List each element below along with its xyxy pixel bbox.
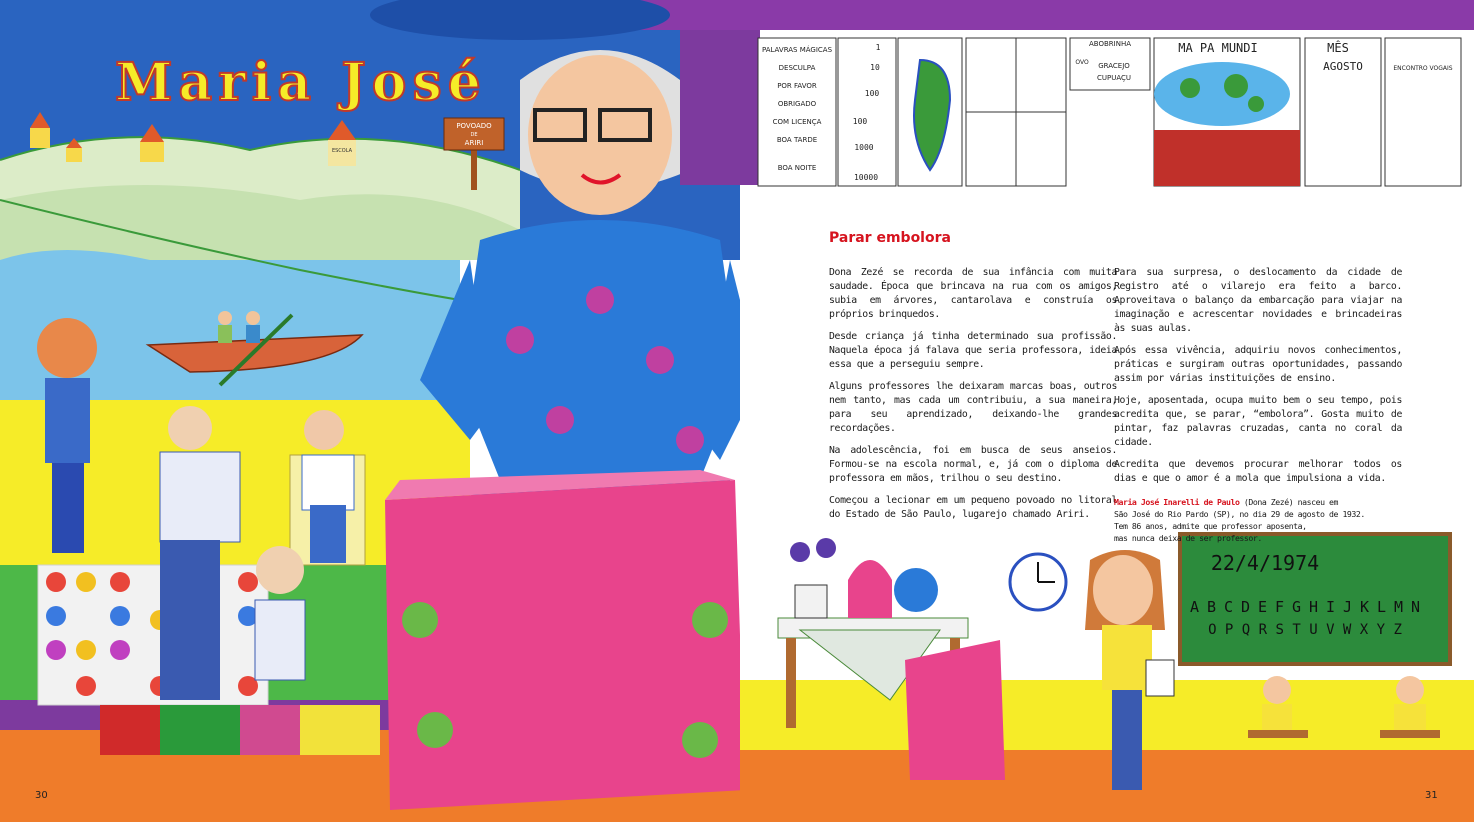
svg-text:CUPUAÇU: CUPUAÇU: [1096, 74, 1132, 82]
wall-clock-bottom: [1010, 554, 1066, 610]
bio-line3: Tem 86 anos, admite que professor aposenta,: [1114, 521, 1307, 531]
bio-line4: mas nunca deixa de ser professor.: [1114, 533, 1262, 543]
blackboard: [1180, 534, 1450, 664]
patterned-blocks: [100, 705, 380, 755]
bio-line2: São José do Rio Pardo (SP), no dia 29 de agosto de 1932.: [1114, 509, 1365, 519]
svg-text:MA PA MUNDI: MA PA MUNDI: [1178, 41, 1258, 55]
bio-nickname: (Dona Zezé): [1243, 497, 1294, 507]
svg-text:GRACEJO: GRACEJO: [1098, 62, 1130, 70]
svg-text:1: 1: [875, 43, 881, 52]
paragraph: Hoje, aposentada, ocupa muito bem o seu tempo, pois acredita que, se parar, “embolora”. Gosta muito de pintar, faz palavras cruzadas, canta no coral da cidade.: [1114, 395, 1402, 448]
poster-map-leaf: [898, 38, 962, 186]
small-grandmother: [255, 546, 305, 680]
poster-numbers: [838, 38, 896, 186]
title-art: Maria José: [115, 52, 487, 113]
article-column-2: [1114, 266, 1402, 544]
page-number-left: 30: [35, 790, 48, 801]
small-pink-cube: [905, 640, 1005, 780]
poster-world-map: [1154, 38, 1300, 186]
top-purple-band: [560, 0, 1474, 30]
paragraph: Após essa vivência, adquiriu novos conhecimentos, práticas e surgiram outras oportunidades, passando assim por várias instituições de ensino.: [1114, 345, 1402, 384]
svg-text:OVO: OVO: [1075, 59, 1089, 66]
svg-text:DE: DE: [470, 132, 478, 138]
svg-text:DESCULPA: DESCULPA: [778, 64, 816, 72]
svg-text:ESCOLA: ESCOLA: [331, 148, 353, 154]
svg-text:BOA TARDE: BOA TARDE: [776, 136, 818, 144]
svg-text:AGOSTO: AGOSTO: [1323, 60, 1363, 73]
svg-text:POR FAVOR: POR FAVOR: [777, 82, 817, 90]
poster-fruits: [1070, 38, 1150, 90]
svg-text:O P Q R S T U V W X Y Z: O P Q R S T U V W X Y Z: [1208, 622, 1402, 638]
bio-name: Maria José Inarelli de Paulo: [1114, 497, 1240, 507]
svg-text:ARIRI: ARIRI: [464, 139, 484, 147]
paragraph: Na adolescência, foi em busca de seus anseios. Formou-se na escola normal, e, já com o diploma de professora em mãos, trilhou o seu destino.: [829, 445, 1117, 484]
right-orange-floor: [740, 750, 1474, 822]
svg-text:1000: 1000: [854, 143, 874, 152]
right-purple-left-panel: [680, 30, 760, 185]
article-column-1: [829, 266, 1117, 530]
pink-cube-seat: [385, 470, 745, 810]
svg-text:PALAVRAS MÁGICAS: PALAVRAS MÁGICAS: [761, 46, 833, 54]
svg-text:MÊS: MÊS: [1327, 41, 1349, 55]
paragraph: Alguns professores lhe deixaram marcas boas, outros nem tanto, mas cada um contribuiu, a sua maneira, para seu aprendizado, deixando-lhe grandes recordações.: [829, 381, 1117, 434]
right-yellow-stripe: [740, 680, 1474, 750]
svg-text:OBRIGADO: OBRIGADO: [777, 100, 817, 108]
svg-text:10000: 10000: [853, 173, 879, 182]
svg-text:100: 100: [864, 89, 880, 98]
author-bio: [1114, 496, 1402, 544]
poster-story: [966, 38, 1066, 186]
poster-magic-words: [758, 38, 836, 186]
svg-text:22/4/1974: 22/4/1974: [1210, 551, 1320, 575]
paragraph: Para sua surpresa, o deslocamento da cidade de Registro até o vilarejo era feito a barco. Aproveitava o balanço da embarcação para viajar na imaginação e acrescentar novidades e brincadeiras às suas aulas.: [1114, 267, 1402, 334]
svg-text:ENCONTRO VOGAIS: ENCONTRO VOGAIS: [1393, 65, 1453, 72]
section-title: Parar embolora: [829, 230, 951, 246]
page-number-right: 31: [1425, 790, 1438, 801]
svg-text:ABOBRINHA: ABOBRINHA: [1089, 40, 1131, 48]
poster-month: [1305, 38, 1381, 186]
poster-vowels: [1385, 38, 1461, 186]
svg-text:POVOADO: POVOADO: [456, 122, 492, 130]
svg-text:100: 100: [852, 117, 868, 126]
paragraph: Começou a lecionar em um pequeno povoado no litoral do Estado de São Paulo, lugarejo chamado Ariri.: [829, 495, 1117, 520]
svg-text:BOA NOITE: BOA NOITE: [777, 164, 817, 172]
paragraph: Desde criança já tinha determinado sua profissão. Naquela época já falava que seria professora, ideia essa que a perseguiu sempre.: [829, 331, 1117, 370]
svg-text:COM LICENÇA: COM LICENÇA: [772, 118, 822, 126]
paragraph: Acredita que devemos procurar melhorar todos os dias e que o amor é a mola que impulsiona a vida.: [1114, 459, 1402, 484]
svg-text:10: 10: [870, 63, 880, 72]
paragraph: Dona Zezé se recorda de sua infância com muita saudade. Época que brincava na rua com os amigos, subia em árvores, cantarolava e construía os próprios brinquedos.: [829, 267, 1117, 320]
quilt: [38, 565, 268, 705]
bio-line1-rest: nasceu em: [1297, 497, 1338, 507]
svg-text:A B C D E F G H I J K L M N: A B C D E F G H I J K L M N: [1190, 598, 1420, 616]
